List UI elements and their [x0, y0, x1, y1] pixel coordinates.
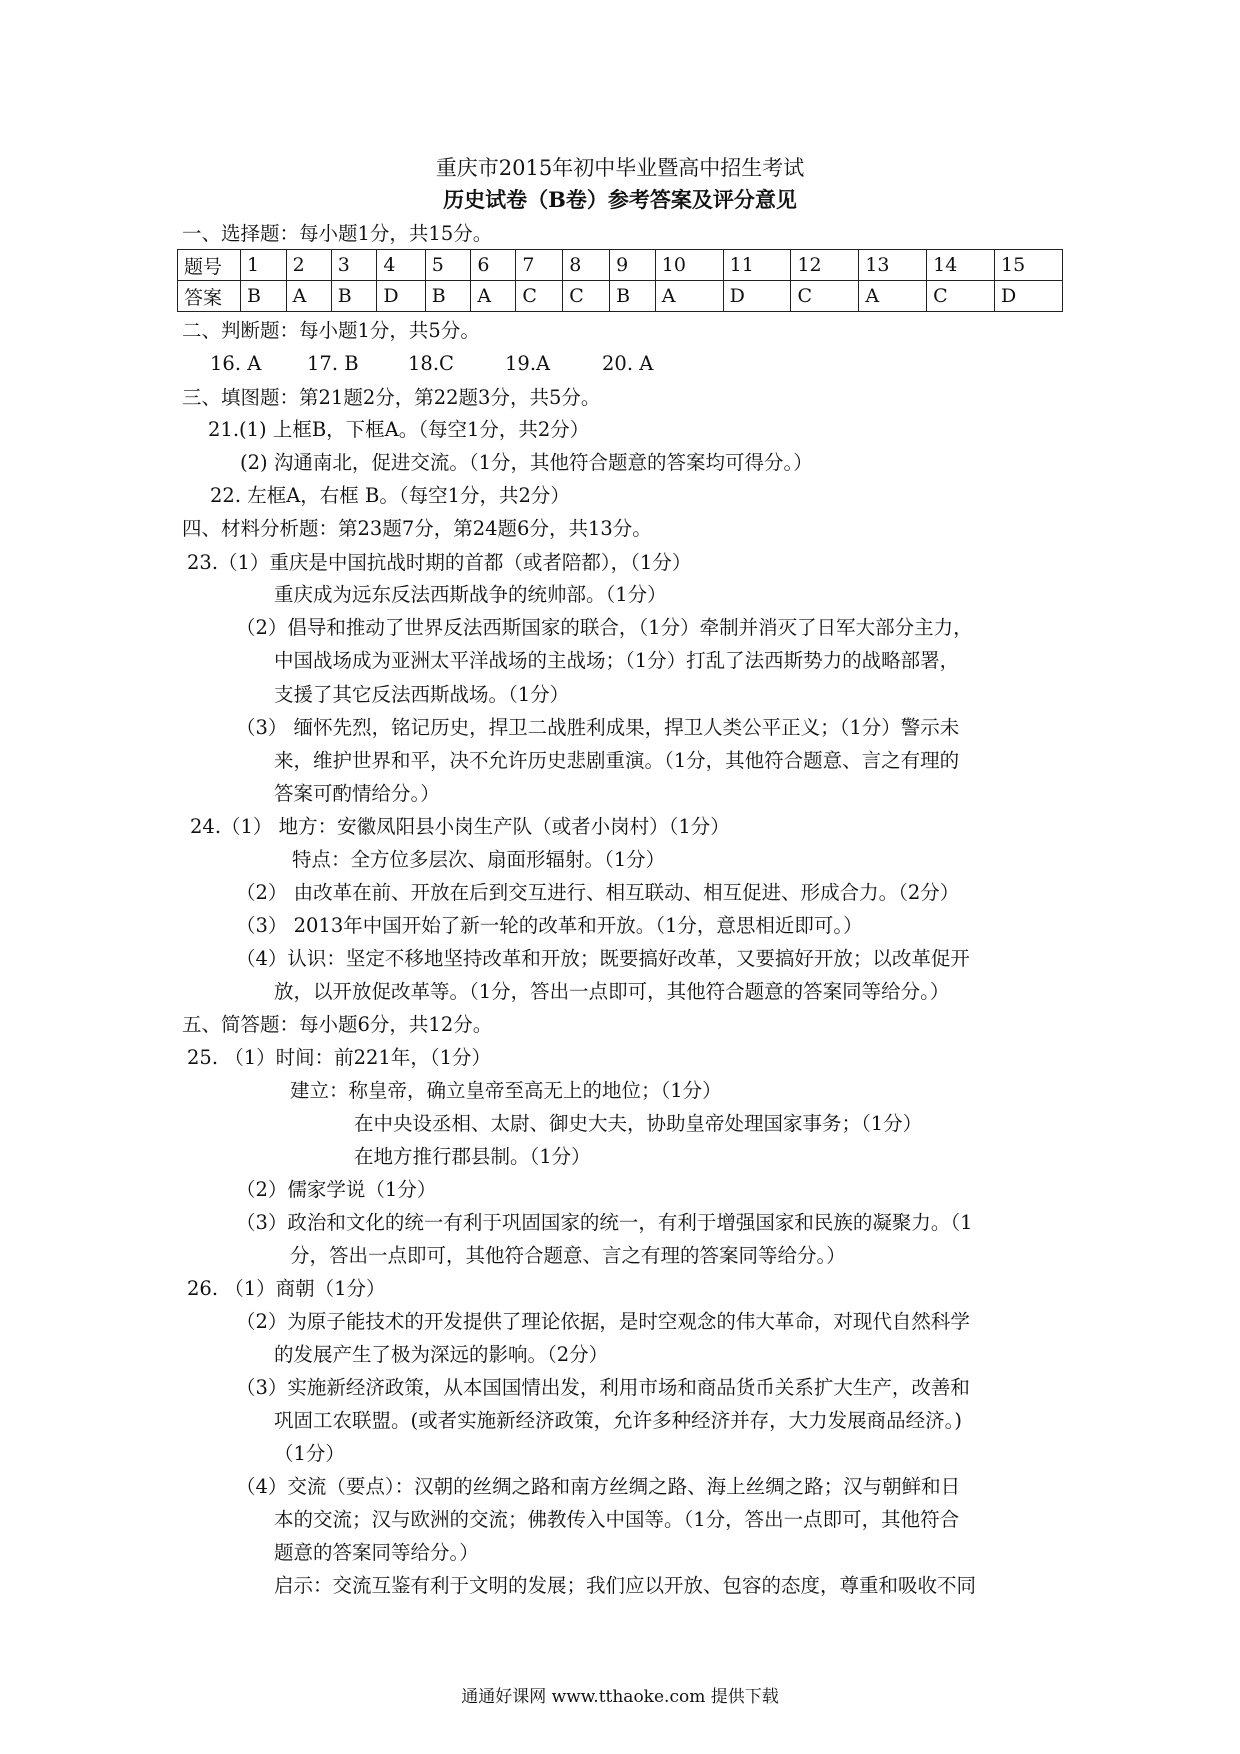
answer-line: （4）交流（要点）：汉朝的丝绸之路和南方丝绸之路、海上丝绸之路；汉与朝鲜和日 [236, 1475, 961, 1498]
answer-line: 支援了其它反法西斯战场。（1分） [274, 683, 570, 706]
answer-line: 本的交流；汉与欧洲的交流；佛教传入中国等。（1分，答出一点即可，其他符合 [274, 1508, 960, 1531]
table-cell: 10 [655, 250, 723, 281]
answer-line: (2) 沟通南北，促进交流。（1分，其他符合题意的答案均可得分。） [240, 451, 813, 474]
answer-line: （3） 2013年中国开始了新一轮的改革和开放。（1分，意思相近即可。） [236, 914, 863, 937]
footer-source-note: 通通好课网 www.tthaoke.com 提供下载 [461, 1687, 779, 1707]
table-cell: 5 [425, 250, 471, 281]
table-cell: C [516, 281, 563, 312]
answer-line: 放，以开放促改革等。（1分，答出一点即可，其他符合题意的答案同等给分。） [274, 980, 950, 1003]
answer-line: 分，答出一点即可，其他符合题意、言之有理的答案同等给分。） [290, 1244, 846, 1267]
section-judge-heading: 二、判断题：每小题1分，共5分。 [182, 319, 480, 342]
answer-line: 来，维护世界和平，决不允许历史悲剧重演。（1分，其他符合题意、言之有理的 [274, 749, 960, 772]
table-cell: 7 [516, 250, 563, 281]
page-title: 重庆市2015年初中毕业暨高中招生考试 [435, 156, 805, 180]
table-cell: A [859, 281, 927, 312]
judge-answer: 20. A [602, 352, 654, 375]
table-cell: C [927, 281, 995, 312]
answer-line: （3）实施新经济政策，从本国国情出发，利用市场和商品货币关系扩大生产，改善和 [236, 1376, 970, 1399]
answer-line: 题意的答案同等给分。） [274, 1541, 479, 1564]
table-cell: 11 [723, 250, 791, 281]
table-cell: D [723, 281, 791, 312]
table-cell: B [241, 281, 287, 312]
answer-line: （1分） [274, 1442, 345, 1465]
table-cell: 4 [377, 250, 425, 281]
judge-answer: 19.A [505, 352, 551, 375]
row-label-answer: 答案 [178, 281, 241, 312]
table-cell: D [377, 281, 425, 312]
table-cell: B [610, 281, 656, 312]
table-cell: C [563, 281, 610, 312]
table-cell: 9 [610, 250, 656, 281]
table-cell: 2 [286, 250, 331, 281]
answer-line: （2）倡导和推动了世界反法西斯国家的联合，（1分）牵制并消灭了日军大部分主力， [236, 616, 973, 639]
table-row [178, 281, 1063, 312]
answer-line: 21.(1) 上框B，下框A。（每空1分，共2分） [208, 418, 590, 441]
table-cell: D [995, 281, 1063, 312]
table-cell: 12 [791, 250, 859, 281]
table-cell: A [655, 281, 723, 312]
answer-line: （3）政治和文化的统一有利于巩固国家的统一，有利于增强国家和民族的凝聚力。（1 [236, 1211, 973, 1234]
answer-line: 在中央设丞相、太尉、御史大夫，协助皇帝处理国家事务；（1分） [354, 1112, 923, 1135]
table-row [178, 250, 1063, 281]
answer-line: 的发展产生了极为深远的影响。（2分） [274, 1343, 609, 1366]
answer-line: （2）儒家学说（1分） [236, 1178, 437, 1201]
answer-line: 答案可酌情给分。） [274, 782, 440, 805]
judge-answer: 17. B [307, 352, 359, 375]
table-cell: 14 [927, 250, 995, 281]
answer-line: 25. （1）时间：前221年，（1分） [187, 1046, 491, 1069]
section-choice-heading: 一、选择题：每小题1分，共15分。 [182, 222, 493, 245]
section-short-answer-heading: 五、简答题：每小题6分，共12分。 [182, 1013, 493, 1036]
answer-line: 巩固工农联盟。(或者实施新经济政策，允许多种经济并存，大力发展商品经济。) [274, 1409, 962, 1432]
answer-line: （3） 缅怀先烈，铭记历史，捍卫二战胜利成果，捍卫人类公平正义；（1分）警示未 [236, 716, 960, 739]
section-material-heading: 四、材料分析题：第23题7分，第24题6分，共13分。 [182, 517, 652, 540]
table-cell: B [331, 281, 377, 312]
answer-line: 中国战场成为亚洲太平洋战场的主战场；（1分）打乱了法西斯势力的战略部署， [274, 649, 960, 672]
choice-answer-table [177, 249, 1063, 312]
table-cell: 8 [563, 250, 610, 281]
answer-line: 重庆成为远东反法西斯战争的统帅部。（1分） [274, 583, 667, 606]
table-cell: A [471, 281, 516, 312]
answer-line: 22. 左框A，右框 B。（每空1分，共2分） [210, 484, 570, 507]
judge-answer: 18.C [408, 352, 454, 375]
table-cell: 3 [331, 250, 377, 281]
answer-line: 26. （1）商朝（1分） [187, 1277, 386, 1300]
section-map-heading: 三、填图题：第21题2分，第22题3分，共5分。 [182, 386, 601, 409]
answer-line: 特点：全方位多层次、扇面形辐射。（1分） [292, 848, 666, 871]
table-cell: 15 [995, 250, 1063, 281]
answer-line: 启示：交流互鉴有利于文明的发展；我们应以开放、包容的态度，尊重和吸收不同 [274, 1574, 977, 1597]
table-cell: 1 [241, 250, 287, 281]
answer-line: 23.（1）重庆是中国抗战时期的首都（或者陪都），（1分） [187, 551, 692, 574]
answer-line: （2）为原子能技术的开发提供了理论依据，是时空观念的伟大革命，对现代自然科学 [236, 1310, 970, 1333]
answer-line: （2） 由改革在前、开放在后到交互进行、相互联动、相互促进、形成合力。（2分） [236, 881, 960, 904]
table-cell: B [425, 281, 471, 312]
table-cell: 6 [471, 250, 516, 281]
judge-answer: 16. A [210, 352, 262, 375]
page-subtitle: 历史试卷（B卷）参考答案及评分意见 [443, 187, 797, 212]
answer-line: 24.（1） 地方：安徽凤阳县小岗生产队（或者小岗村）（1分） [190, 815, 730, 838]
answer-line: （4）认识：坚定不移地坚持改革和开放；既要搞好改革，又要搞好开放；以改革促开 [236, 947, 970, 970]
row-label-number: 题号 [178, 250, 241, 281]
answer-line: 在地方推行郡县制。（1分） [354, 1145, 591, 1168]
answer-line: 建立：称皇帝，确立皇帝至高无上的地位；（1分） [290, 1079, 722, 1102]
table-cell: 13 [859, 250, 927, 281]
table-cell: C [791, 281, 859, 312]
table-cell: A [286, 281, 331, 312]
